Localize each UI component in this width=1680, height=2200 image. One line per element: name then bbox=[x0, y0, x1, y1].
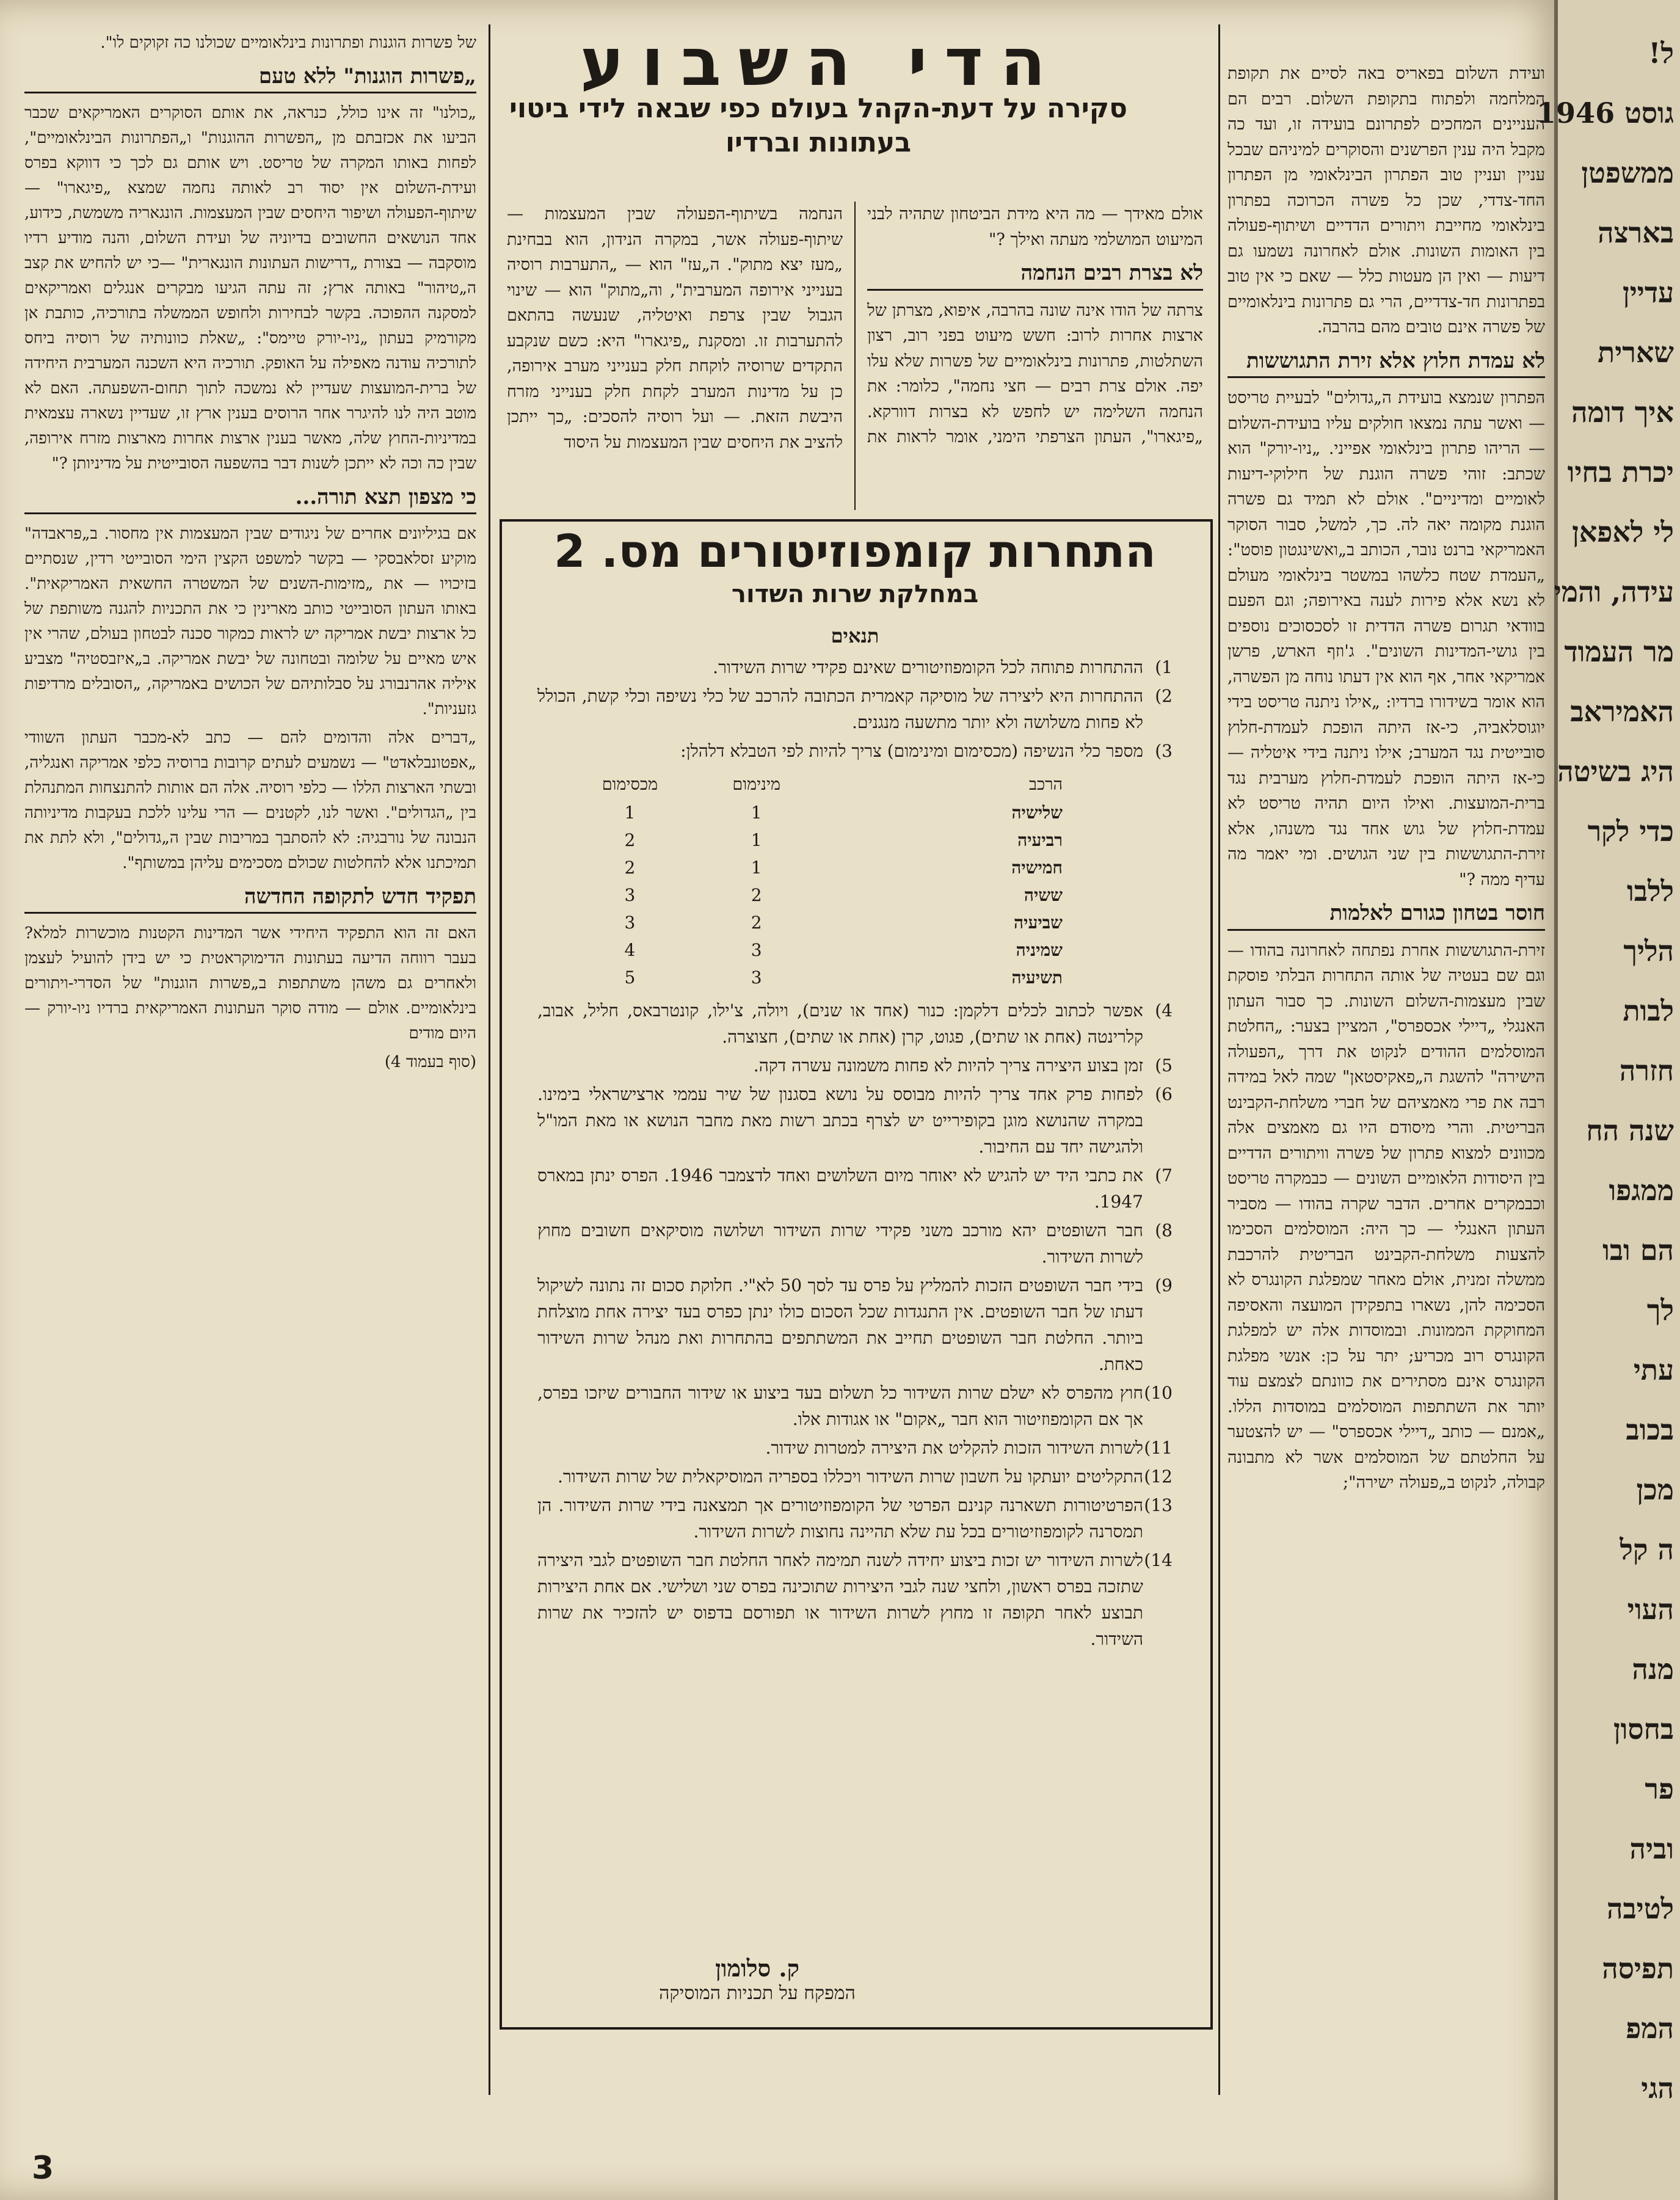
condition-item bbox=[537, 1052, 1173, 1079]
article-paragraph: הפתרון שנמצא בועידת ה„גדולים" לבעיית טריסט — ואשר עתה נמצאו חולקים עליו בועידת-השלום — הריהו פתרון בינלאומי אפייני. „ניו-יורק" הוא שכתב: זוהי פשרה הוגנת של חילוקי-דיעות לאומיים ומדיניים". אולם לא תמיד גם פשרה הוגנת מקומה יאה לה. כך, למשל, סבור הסוקר האמריקאי ברנט נובר, הכותב ב„ואשינגטון פוסט": „העמדת שטח כלשהו במשטר בינלאומי מעולם לא נשא אלא פירות לענה באירופה; וגם הפעם בוודאי תגרום פשרה הדדית זו לסכסוכים נוספים בין גושי-המדינות השונים". ג'וזף הארש, פרשן אמריקאי אחר, אף הוא אין דעתו נוחה מן הפשרה, הוא אומר בשידורו ברדיו: „אילו ניתנה טריסט בידי יוגוסלאביה, כי-אז היתה הופכת לעמדת-חלוץ סובייטית נגד המערב; אילו ניתנה בידי איטליה — כי-אז היתה הופכת לעמדת-חלוץ מערבית נגד ברית-המועצות. ואילו היום תהיה טריסט לא עמדת-חלוץ של גוש אחד נגד משנהו, אלא זירת-התגוששות בין שני הגושים. ומי יאמר מה עדיף ממה ?" bbox=[1227, 388, 1545, 889]
condition-text: לשרות השידור יש זכות ביצוע יחידה לשנה תמימה לאחר החלטת חבר השופטים לגבי היצירה שתזכה בפרס ראשון, ולחצי שנה לגבי היצירות שתוכינה בפרס שני ושלישי. אם אחת היצירות תבוצע לאחר תקופה זו מחוץ לשרות השידור או תפורסם בדפוס יש להזכיר את שרות השידור. bbox=[537, 1550, 1143, 1649]
next-page-text-fragment: ממשפטן bbox=[1581, 156, 1674, 189]
signature-role: המפקח על תכניות המוסיקה bbox=[659, 1983, 856, 2004]
competition-subtitle: במחלקת שרות השדור bbox=[731, 580, 979, 608]
condition-item bbox=[537, 1492, 1173, 1545]
next-page-text-fragment: הגי bbox=[1641, 2072, 1674, 2105]
condition-text: בידי חבר השופטים הזכות להמליץ על פרס עד לסך 50 לא"י. חלוקת סכום זה נתונה לשיקול דעתו של חבר השופטים. אין התנגדות שכל הסכום כולו ינתן כפרס בעד יצירה אחת מוצלחת ביותר. החלטת חבר השופטים תחייב את המשתתפים בהתחרות ואת מנהל שרות השידור כאחת. bbox=[537, 1275, 1144, 1374]
table-header-maximum: מכסימום bbox=[602, 775, 658, 794]
condition-text: את כתבי היד יש להגיש לא יאוחר מיום השלושים ואחד לדצמבר 1946. הפרס ינתן במארס 1947. bbox=[537, 1165, 1143, 1212]
minimum-cell: 1 bbox=[751, 803, 762, 823]
next-page-text-fragment: עדיין bbox=[1622, 276, 1674, 309]
condition-number: 4) bbox=[1155, 1000, 1173, 1021]
next-page-text-fragment: פר bbox=[1645, 1772, 1674, 1805]
next-page-text-fragment: האמיראב bbox=[1570, 695, 1674, 728]
signature-name: ק. סלומון bbox=[715, 1954, 799, 1982]
condition-item bbox=[537, 738, 1173, 764]
article-subheading: לא בצרת רבים הנחמה bbox=[867, 261, 1203, 291]
next-page-text-fragment: מר העמוד bbox=[1564, 635, 1674, 668]
next-page-text-fragment: וביה bbox=[1629, 1832, 1674, 1865]
condition-number: 3) bbox=[1155, 741, 1173, 761]
condition-item bbox=[537, 1463, 1173, 1490]
article-paragraph: „כולנו" זה אינו כולל, כנראה, את אותם הסוקרים האמריקאים שכבר הביעו את אכזבתם מן „הפשרות ההוגנות" ו„הפתרונות הבינלאומיים", לפחות באותו המקרה של טריסט. ויש אותם גם לכך כי דווקא בפרס ועידת-השלום אין יסוד רב לאותה נחמה שמצא „פיגארו" — שיתוף-הפעולה ושיפור היחסים שבין המעצמות. הונגאריה משמשת, כידוע, אחד הנושאים החשובים בדיוניה של ועידת השלום, והנה מודיע רדיו מוסקבה — בצורת „דרישות העתונות הונגארית" —כי יש להחיש את קצב ה„טיהור" באותה ארץ; זה עתה הגיעו מבקרים אנגלים ואמריקאים למסקנה ההפוכה. בקשר לבחירות ולחופש הממשלה בתורכיה, כותבת אן מקורמיק בעתון „ניו-יורק טיימס": „שאלת כוונותיה של רוסיה ביחס לתורכיה עודנה מאפילה על האופק. תורכיה היא השכנה המערבית היחידה של ברית-המועצות שעדיין לא נמשכה לתוך תחום-השפעתה. האם לא מוטב היה לנו להיגרר אחר הרוסים בענין ארץ זו, שעדיין נשארה עצמאית במדיניות-החוץ שלה, מאשר בענין ארצות אחרות מארצות מזרח אירופה, שבין כה וכה לא ייתכן לשנות דבר בהשפעה הסובייטית על מדיניותן ?" bbox=[24, 104, 476, 473]
condition-item bbox=[537, 1547, 1173, 1652]
condition-text: ההתחרות היא ליצירה של מוסיקה קאמרית הכתובה להרכב של כלי נשיפה וכלי קשת, הכולל לא פחות משלושה ולא יותר מתשעה מנגנים. bbox=[537, 686, 1143, 732]
condition-text: מספר כלי הנשיפה (מכסימום ומינימום) צריך להיות לפי הטבלא דלהלן: bbox=[680, 741, 1143, 761]
next-page-text-fragment: חזרה bbox=[1619, 1054, 1674, 1087]
next-page-text-fragment: איך דומה bbox=[1571, 396, 1674, 429]
next-page-text-fragment: ה קל bbox=[1620, 1533, 1674, 1566]
table-header-minimum: מינימום bbox=[732, 775, 781, 794]
table-row bbox=[562, 964, 1148, 991]
condition-number: 2) bbox=[1155, 686, 1173, 706]
next-page-text-fragment: הליך bbox=[1623, 934, 1674, 967]
ensemble-cell: רביעיה bbox=[1017, 830, 1063, 850]
condition-number: 12) bbox=[1144, 1466, 1173, 1487]
condition-item bbox=[537, 654, 1173, 680]
condition-number: 14) bbox=[1144, 1550, 1173, 1570]
article-paragraph: (סוף בעמוד 4) bbox=[384, 1053, 476, 1071]
table-row bbox=[562, 881, 1148, 909]
minimum-cell: 2 bbox=[751, 885, 762, 905]
next-page-text-fragment: יכרת בחיו bbox=[1567, 456, 1674, 489]
column-rule-left bbox=[489, 24, 490, 2095]
maximum-cell: 2 bbox=[624, 858, 636, 878]
article-subheading: חוסר בטחון כגורם לאלמות bbox=[1227, 901, 1545, 931]
condition-number: 7) bbox=[1155, 1165, 1173, 1186]
condition-text: התקליטים יועתקו על חשבון שרות השידור ויכללו בספריה המוסיקאלית של שרות השידור. bbox=[558, 1466, 1143, 1487]
instrument-table bbox=[562, 770, 1148, 991]
article-paragraph: האם זה הוא התפקיד היחידי אשר המדינות הקטנות מוכשרות למלא? בעבר רווחה הדיעה בעתונות הדימוקראטית כי יש בידן להועיל לעצמן ולאחרים גם משהן משתתפות ב„פשרות הוגנות" של הסדרי-ויתורים בינלאומיים. אולם — מודה סוקר העתונות האמריקאית ברדיו ניו-יורק — היום מודים bbox=[24, 924, 476, 1043]
condition-item bbox=[537, 1162, 1173, 1215]
condition-text: לפחות פרק אחד צריך להיות מבוסס על נושא בסגנון של שיר עממי ארצישראלי בימינו. במקרה שהנושא מוגן בקופירייט יש לצרף בכתב רשות מאת מחבר הנושא או מאת המו"ל ולהגישה יחד עם החיבור. bbox=[537, 1084, 1143, 1157]
column-left bbox=[24, 31, 476, 1079]
condition-number: 6) bbox=[1155, 1084, 1173, 1104]
condition-text: אפשר לכתוב לכלים דלקמן: כנור (אחד או שנים), ויולה, צ'ילו, קונטרבאס, חליל, אבוב, קלרינטה (אחת או שתים), פגוט, קרן (אחת או שתים), חצוצרה. bbox=[537, 1000, 1143, 1047]
adjacent-page-edge bbox=[1536, 0, 1680, 2200]
next-page-text-fragment: עידה, והמי bbox=[1554, 575, 1674, 608]
condition-number: 1) bbox=[1155, 657, 1173, 677]
next-page-text-fragment: לבות bbox=[1623, 994, 1674, 1027]
next-page-text-fragment: בחסון bbox=[1613, 1713, 1674, 1746]
table-row bbox=[562, 854, 1148, 881]
condition-text: חוץ מהפרס לא ישלם שרות השידור כל תשלום בעד ביצוע או שידור החבורים שיזכו בפרס, אך אם הקומפוזיטור הוא חבר „אקום" או אגודות אלו. bbox=[537, 1383, 1143, 1429]
next-page-text-fragment: מכן bbox=[1636, 1473, 1674, 1506]
article-paragraph: „דברים אלה והדומים להם — כתב לא-מכבר העתון השוודי „אפטונבלאדט" — נשמעים לעתים קרובות ברוסיה כלפי אמריקה ואנגליה, ובשתי הארצות הללו — כלפי רוסיה. אלה הם אותות להתנצחות המתנהלת בין „הגדולים". ואשר לנו, לקטנים — הרי עלינו ללכת בעקבות מדיניותה הנבונה של נורבגיה: לא להסתבך במריבות שבין ה„גדולים", ולא לתת את תמיכתנו אלא להחלטות שכולם מסכימים עליהן במשותף". bbox=[24, 729, 476, 872]
condition-number: 9) bbox=[1155, 1275, 1173, 1295]
condition-item bbox=[537, 1217, 1173, 1270]
condition-text: הפרטיטורות תשארנה קנינם הפרטי של הקומפוזיטורים אך תמצאנה בידי שרות השידור. הן תמסרנה לקומפוזיטורים בכל עת שלא תהיינה נחוצות לשרות השידור. bbox=[537, 1495, 1143, 1542]
next-page-text-fragment: גוסט 1946 bbox=[1536, 97, 1674, 129]
condition-number: 5) bbox=[1155, 1055, 1173, 1076]
minimum-cell: 1 bbox=[751, 830, 762, 850]
next-page-text-fragment: עתי bbox=[1633, 1353, 1674, 1386]
condition-number: 10) bbox=[1144, 1383, 1173, 1403]
ensemble-cell: שביעיה bbox=[1014, 912, 1063, 933]
table-row bbox=[562, 909, 1148, 936]
article-paragraph: אם בגיליונים אחרים של ניגודים שבין המעצמות אין מחסור. ב„פראבדה" מוקיע זסלאבסקי — בקשר למשפט הקצין הימי הסובייטי רדין, שנסתיים בזיכויו — את „מזימות-השנים של המשטרה החשאית האמריקאית". באותו העתון הסובייטי כותב מארינין כי את התכניות להגנה משותפת של כל ארצות יבשת אמריקה יש לראות כמקור סכנה לבטחון בעולם, שהרי אין איש מאיים על שלומה ובטחונה של יבשת אמריקה. ב„איזבסטיה" מצביע איליה אהרנבורג על סבלותיהם של הכושים באמריקה, „הסובלים מרדיפות גזעניות". bbox=[24, 525, 476, 718]
next-page-text-fragment: כדי לקר bbox=[1587, 815, 1674, 848]
page-number: 3 bbox=[32, 2150, 54, 2187]
next-page-text-fragment: ל! bbox=[1648, 37, 1674, 70]
table-row bbox=[562, 936, 1148, 964]
next-page-text-fragment: לי לאפאן bbox=[1572, 515, 1674, 548]
column-middle-top bbox=[507, 202, 1203, 510]
minimum-cell: 3 bbox=[751, 967, 762, 988]
maximum-cell: 2 bbox=[624, 830, 636, 850]
condition-item bbox=[537, 1272, 1173, 1377]
ensemble-cell: שמיניה bbox=[1016, 940, 1063, 960]
condition-number: 13) bbox=[1144, 1495, 1173, 1515]
table-row bbox=[562, 826, 1148, 854]
competition-conditions bbox=[537, 617, 1173, 1655]
next-page-text-fragment: המפ bbox=[1626, 2012, 1674, 2045]
article-subheading: „פשרות הוגנות" ללא טעם bbox=[24, 64, 476, 93]
section-title: הדי השבוע bbox=[580, 24, 1063, 101]
condition-item bbox=[537, 1380, 1173, 1432]
article-paragraph: ועידת השלום בפאריס באה לסיים את תקופת המלחמה ולפתוח בתקופת השלום. רבים הם העניינים המחכים לפתרונם בועידה זו, ועד כה מקבל היה ענין הפרשנים והסוקרים למיניהם שבכל עניין ועניין טוב הפתרון הבינלאומי מן הפתרון החד-צדדי, שכן כל פשרה הכרוכה בפתרון בינלאומי מחייבת ויתורים הדדיים ושיתוף-פעולה בין האומות השונות. אולם לאחרונה נשמעו גם דיעות — ואין הן מעטות כלל — שאם כי אין טוב בפתרונות חד-צדדיים, הרי גם פתרונות בינלאומיים של פשרה אינם טובים מהם בהרבה. bbox=[1227, 64, 1545, 337]
ensemble-cell: חמישיה bbox=[1011, 858, 1063, 878]
next-page-text-fragment: ללבו bbox=[1627, 875, 1674, 908]
maximum-cell: 3 bbox=[624, 912, 636, 933]
condition-number: 11) bbox=[1144, 1438, 1173, 1458]
condition-item bbox=[537, 1081, 1173, 1160]
next-page-text-fragment: מנה bbox=[1632, 1653, 1674, 1686]
minimum-cell: 2 bbox=[751, 912, 762, 933]
condition-text: לשרות השידור הזכות להקליט את היצירה למטרות שידור. bbox=[765, 1438, 1143, 1458]
signature-block bbox=[629, 1954, 885, 2004]
next-page-text-fragment: העוי bbox=[1627, 1593, 1674, 1626]
condition-text: חבר השופטים יהא מורכב משני פקידי שרות השידור ושלושה מוסיקאים חשובים מחוץ לשרות השידור. bbox=[537, 1220, 1143, 1267]
next-page-text-fragment: הם ובו bbox=[1602, 1234, 1674, 1267]
next-page-text-fragment: בארצה bbox=[1598, 216, 1674, 249]
article-paragraph: זירת-התגוששות אחרת נפתחה לאחרונה בהודו — וגם שם בעטיה של אותה התחרות הבלתי פוסקת שבין מעצמות-השלום השונות. כך סבור העתון האנגלי „דיילי אכספרס", המציין בצער: „החלטת המוסלמים ההודים לנקוט את דרך „הפעולה הישירה" להשגת ה„פאקיסטאן" שמה לאל במידה רבה את פרי מאמציהם של חברי משלחת-הקבינט הבריטית. והרי מיסודם היו גם מאמצים אלה מכוונים למצוא פתרון של פשרה וויתורים הדדיים בין היסודות הלאומיים השונים — כבמקרה טריסט וכבמקרים אחרים. הדבר שקרה בהודו — מסביר העתון האנגלי — כך היה: המוסלמים הסכימו להצעות משלחת-הקבינט הבריטית להרכבת ממשלה זמנית, אולם מאחר שמפלגת הקונגרס לא הסכימה להן, נשארו בתפקידן המועצה והאסיפה המחוקקת הממונות. ובמוסדות אלה יש למפלגת הקונגרס רוב מכריע; יתר על כן: אנשי מפלגת הקונגרס אינם מסתירים את כוונתם לצמצם עוד יותר את השתתפות המוסלמים במוסדות הללו. „אמנם — כותב „דיילי אכספרס" — יש להצטער על החלטתם של המוסלמים אשר לא מתבונה קבולה, לנקוט ב„פעולה ישירה"; bbox=[1227, 941, 1545, 1492]
condition-item bbox=[537, 683, 1173, 735]
maximum-cell: 1 bbox=[624, 803, 636, 823]
minimum-cell: 1 bbox=[751, 858, 762, 878]
minimum-cell: 3 bbox=[751, 940, 762, 960]
condition-item bbox=[537, 997, 1173, 1050]
condition-text: זמן בצוע היצירה צריך להיות לא פחות משמונה עשרה דקה. bbox=[753, 1055, 1143, 1076]
maximum-cell: 4 bbox=[624, 940, 636, 960]
maximum-cell: 3 bbox=[624, 885, 636, 905]
column-rule-right bbox=[1218, 24, 1220, 2095]
article-subheading: לא עמדת חלוץ אלא זירת התגוששות bbox=[1227, 349, 1545, 379]
ensemble-cell: תשיעיה bbox=[1011, 967, 1063, 988]
table-header-ensemble: הרכב bbox=[1028, 775, 1063, 794]
next-page-text-fragment: שנה הח bbox=[1586, 1114, 1674, 1147]
condition-item bbox=[537, 1435, 1173, 1461]
next-page-text-fragment: תפיסה bbox=[1602, 1952, 1674, 1985]
table-row bbox=[562, 799, 1148, 826]
next-page-text-fragment: היג בשיטה bbox=[1557, 755, 1674, 788]
article-paragraph: של פשרות הוגנות ופתרונות בינלאומיים שכולנו כה זקוקים לו". bbox=[100, 34, 476, 52]
next-page-text-fragment: ממגפו bbox=[1609, 1174, 1674, 1207]
ensemble-cell: שלישיה bbox=[1011, 803, 1063, 823]
condition-text: ההתחרות פתוחה לכל הקומפוזיטורים שאינם פקידי שרות השידור. bbox=[713, 657, 1143, 677]
section-subtitle: סקירה על דעת-הקהל בעולם כפי שבאה לידי ביטוי בעתונות וברדיו bbox=[509, 93, 1127, 158]
next-page-text-fragment: לטיבה bbox=[1607, 1892, 1674, 1925]
condition-number: 8) bbox=[1155, 1220, 1173, 1240]
article-paragraph: צרתה של הודו אינה שונה בהרבה, איפוא, מצרתן של ארצות אחרות לרוב: חשש מיעוט בפני רוב, רצון השתלטות, פתרונות בינלאומיים של פשרות שלא עלו יפה. אולם צרת רבים — חצי נחמה", כלומר: את הנחמה השלימה יש לחפש לא בצרות דוורקא. „פיגארו", העתון הצרפתי הימני, אומר לראות את הנחמה בשיתוף-הפעולה שבין המעצמות — שיתוף-פעולה אשר, במקרה הנידון, הוא בבחינת „מעז יצא מתוק". ה„עז" הוא — „התערבות רוסיה בענייני אירופה המערבית", וה„מתוק" הוא — שינוי הגבול שבין צרפת ואיטליה, שנעשה בהתאם להתערבות זו. ומסקנת „פיגארו" היא: כשם שנקבע התקדים שרוסיה לוקחת חלק בענייני מערב אירופה, כן על מדינות המערב לקחת חלק בענייני מזרח היבשת הזאת. — ועל רוסיה להסכים: „כך ייתכן להציב את היחסים שבין המעצמות על היסוד bbox=[507, 205, 1203, 452]
article-subheading: תפקיד חדש לתקופה החדשה bbox=[24, 884, 476, 914]
next-page-text-fragment: שארית bbox=[1598, 336, 1674, 369]
competition-title: התחרות קומפוזיטורים מס. 2 bbox=[554, 525, 1156, 578]
maximum-cell: 5 bbox=[624, 967, 636, 988]
next-page-text-fragment: בכוב bbox=[1626, 1413, 1674, 1446]
article-paragraph: אולם מאידך — מה היא מידת הביטחון שתהיה לבני המיעוט המושלמי מעתה ואילך ?" bbox=[867, 205, 1203, 249]
conditions-heading: תנאים bbox=[831, 624, 879, 647]
column-right bbox=[1227, 61, 1545, 1499]
ensemble-cell: ששיה bbox=[1024, 885, 1063, 905]
next-page-text-fragment: לך bbox=[1646, 1294, 1674, 1327]
article-subheading: כי מצפון תצא תורה... bbox=[24, 485, 476, 514]
